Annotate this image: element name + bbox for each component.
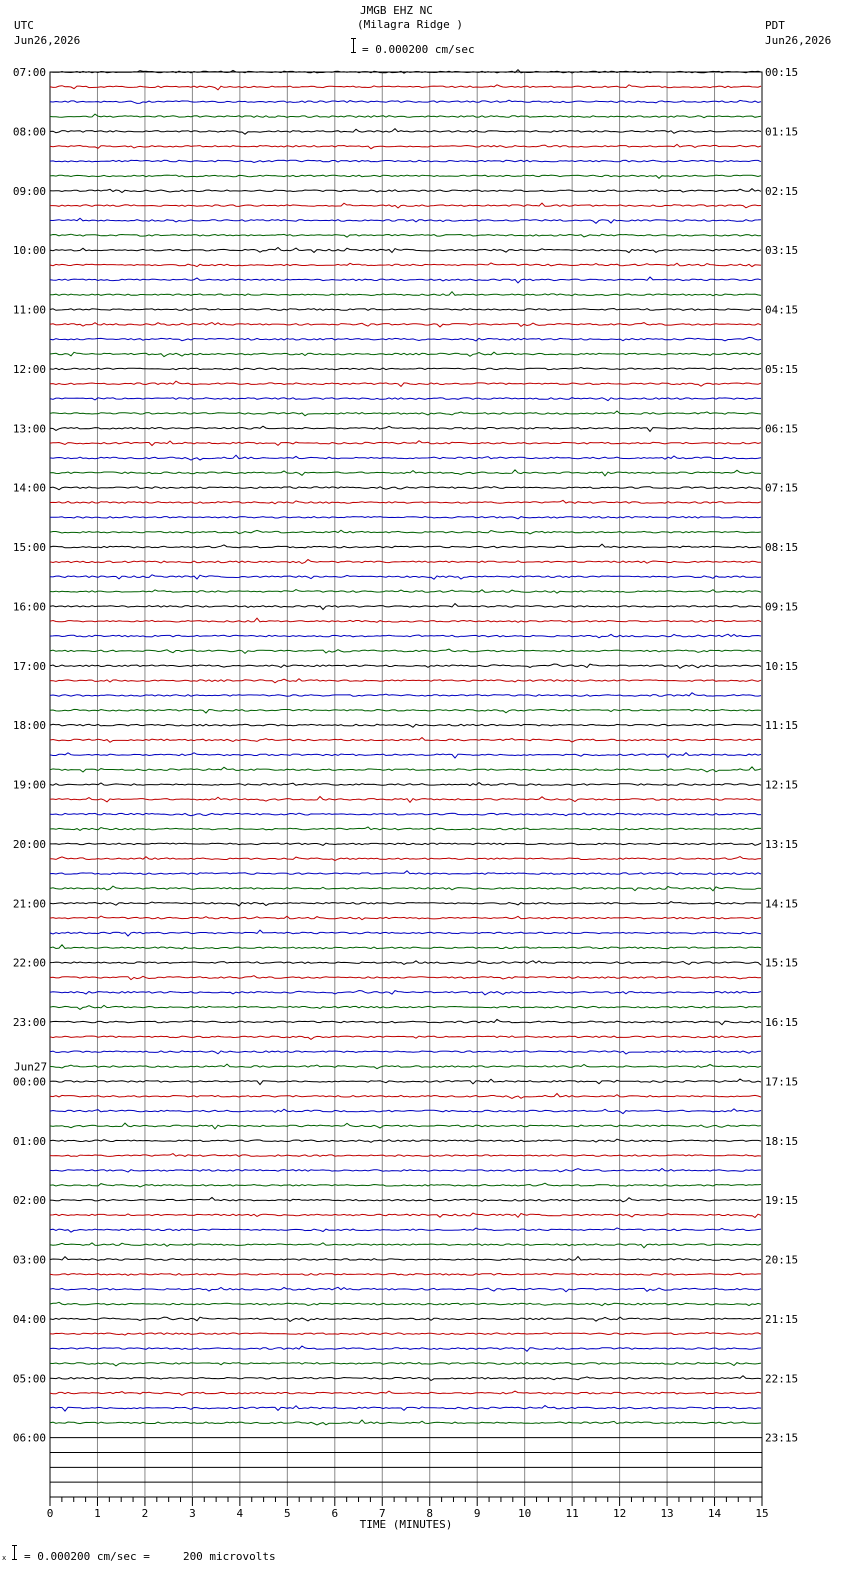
trace-line (50, 649, 761, 653)
trace-line (50, 544, 761, 548)
trace-line (50, 886, 761, 891)
trace-line (50, 871, 761, 875)
trace-line (50, 1332, 761, 1335)
trace-line (50, 1243, 761, 1248)
pdt-hour-label: 05:15 (765, 362, 799, 376)
pdt-hour-label: 17:15 (765, 1075, 799, 1089)
trace-line (50, 1228, 761, 1232)
trace-line (50, 500, 761, 503)
trace-line (50, 1287, 761, 1291)
trace-line (50, 1005, 761, 1009)
station-location: (Milagra Ridge ) (357, 18, 463, 31)
trace-line (50, 1064, 761, 1069)
utc-hour-label: 19:00 (12, 778, 46, 792)
trace-line (50, 218, 761, 223)
x-tick-label: 1 (94, 1507, 101, 1520)
pdt-hour-label: 08:15 (765, 541, 799, 554)
x-axis-label: TIME (MINUTES) (359, 1518, 453, 1531)
trace-line (50, 693, 761, 696)
x-tick-label: 15 (755, 1507, 769, 1520)
utc-hour-label: 08:00 (12, 125, 46, 139)
x-tick-label: 2 (141, 1507, 149, 1520)
trace-line (50, 709, 761, 713)
station-title: JMGB EHZ NC (360, 4, 433, 17)
utc-hour-label: 11:00 (12, 303, 46, 317)
pdt-hour-label: 11:15 (765, 719, 799, 733)
trace-line (50, 664, 761, 668)
left-date: Jun26,2026 (14, 34, 81, 47)
trace-line (50, 292, 761, 296)
trace-line (50, 843, 761, 845)
trace-line (50, 337, 761, 341)
trace-line (50, 827, 761, 830)
trace-line (50, 1420, 761, 1425)
trace-line (50, 1109, 761, 1114)
pdt-hour-label: 20:15 (765, 1253, 799, 1267)
trace-line (50, 634, 761, 638)
trace-line (50, 560, 761, 564)
trace-line (50, 1376, 761, 1381)
trace-line (50, 1391, 761, 1395)
pdt-hour-label: 01:15 (765, 125, 799, 139)
pdt-hour-label: 00:15 (765, 66, 799, 79)
right-date: Jun26,2026 (765, 34, 832, 47)
trace-line (50, 767, 761, 772)
pdt-hour-label: 22:15 (765, 1372, 799, 1386)
footer-scale-icon: x (2, 1545, 20, 1561)
trace-line (50, 70, 761, 74)
trace-line (50, 783, 761, 786)
trace-line (50, 1406, 761, 1412)
pdt-hour-label: 23:15 (765, 1431, 799, 1445)
trace-line (50, 203, 761, 208)
utc-hour-label: 13:00 (12, 422, 46, 436)
trace-line (50, 590, 761, 594)
trace-line (50, 455, 761, 460)
trace-line (50, 487, 761, 490)
trace-line (50, 1079, 761, 1085)
pdt-hour-label: 06:15 (765, 422, 799, 436)
x-tick-label: 4 (236, 1507, 244, 1520)
trace-line (50, 1346, 761, 1351)
utc-hour-label: 01:00 (12, 1134, 46, 1148)
trace-line (50, 129, 761, 135)
trace-line (50, 1139, 761, 1142)
trace-line (50, 738, 761, 743)
trace-line (50, 1094, 761, 1099)
pdt-hour-label: 14:15 (765, 897, 799, 911)
x-tick-label: 9 (473, 1507, 481, 1520)
utc-hour-label: 02:00 (12, 1194, 46, 1208)
trace-line (50, 976, 761, 980)
pdt-hour-label: 07:15 (765, 481, 799, 495)
trace-line (50, 248, 761, 253)
trace-line (50, 1273, 761, 1275)
utc-hour-label: 20:00 (12, 837, 46, 851)
trace-line (50, 1169, 761, 1173)
left-timezone: UTC (14, 19, 34, 32)
trace-line (50, 857, 761, 861)
trace-line (50, 100, 761, 103)
trace-line (50, 991, 761, 995)
date-change-label: Jun27 (14, 1060, 48, 1074)
utc-hour-label: 05:00 (12, 1372, 46, 1386)
x-tick-label: 7 (378, 1507, 386, 1520)
trace-line (50, 381, 761, 386)
footer-scale-note: = 0.000200 cm/sec = 200 microvolts (24, 1550, 276, 1563)
trace-line (50, 679, 761, 683)
trace-line (50, 1213, 761, 1217)
pdt-hour-label: 04:15 (765, 303, 799, 317)
utc-hour-label: 23:00 (12, 1016, 46, 1029)
utc-hour-label: 03:00 (12, 1253, 46, 1267)
pdt-hour-label: 16:15 (765, 1016, 799, 1029)
pdt-hour-label: 09:15 (765, 600, 799, 614)
trace-line (50, 1019, 761, 1024)
trace-line (50, 902, 761, 906)
x-tick-label: 11 (565, 1507, 579, 1520)
pdt-hour-label: 10:15 (765, 659, 799, 673)
utc-hour-label: 18:00 (12, 719, 46, 733)
pdt-hour-label: 18:15 (765, 1134, 799, 1148)
trace-line (50, 945, 761, 949)
trace-line (50, 323, 761, 327)
trace-line (50, 85, 761, 90)
pdt-hour-label: 13:15 (765, 837, 799, 851)
x-tick-label: 14 (707, 1507, 722, 1520)
trace-line (50, 368, 761, 370)
trace-line (50, 263, 761, 267)
trace-line (50, 930, 761, 936)
pdt-hour-label: 03:15 (765, 244, 799, 258)
trace-line (50, 1197, 761, 1201)
trace-line (50, 618, 761, 622)
pdt-hour-label: 15:15 (765, 956, 799, 970)
x-tick-label: 3 (189, 1507, 196, 1520)
utc-hour-label: 06:00 (12, 1431, 46, 1445)
x-tick-label: 13 (660, 1507, 674, 1520)
trace-line (50, 753, 761, 758)
trace-line (50, 411, 761, 416)
right-timezone: PDT (765, 19, 785, 32)
trace-line (50, 916, 761, 920)
trace-line (50, 160, 761, 162)
trace-line (50, 797, 761, 803)
utc-hour-label: 10:00 (12, 244, 46, 258)
pdt-hour-label: 21:15 (765, 1312, 799, 1326)
trace-line (50, 114, 761, 118)
trace-line (50, 604, 761, 610)
trace-line (50, 1183, 761, 1187)
x-tick-label: 10 (518, 1507, 532, 1520)
utc-hour-label: 09:00 (12, 184, 46, 198)
x-tick-label: 5 (284, 1507, 291, 1520)
trace-line (50, 813, 761, 816)
utc-hour-label: 12:00 (12, 362, 46, 376)
trace-line (50, 277, 761, 283)
trace-line (50, 724, 761, 727)
trace-line (50, 175, 761, 178)
trace-line (50, 1051, 761, 1054)
utc-hour-label: 14:00 (12, 481, 46, 495)
trace-line (50, 144, 761, 148)
utc-hour-label: 22:00 (12, 956, 46, 970)
pdt-hour-label: 12:15 (765, 778, 799, 792)
x-tick-label: 6 (331, 1507, 339, 1520)
utc-hour-label: 07:00 (12, 66, 46, 79)
x-tick-label: 0 (46, 1507, 54, 1520)
utc-hour-label: 00:00 (12, 1075, 46, 1089)
pdt-hour-label: 19:15 (765, 1194, 799, 1208)
trace-line (50, 1317, 761, 1321)
trace-line (50, 1154, 761, 1157)
utc-hour-label: 16:00 (12, 600, 46, 614)
trace-line (50, 309, 761, 311)
x-tick-label: 8 (426, 1507, 434, 1520)
trace-line (50, 426, 761, 431)
trace-line (50, 352, 761, 356)
trace-line (50, 470, 761, 476)
pdt-hour-label: 02:15 (765, 184, 799, 198)
trace-line (50, 234, 761, 237)
trace-line (50, 961, 761, 965)
trace-line (50, 1036, 761, 1040)
trace-line (50, 1257, 761, 1261)
utc-hour-label: 04:00 (12, 1312, 46, 1326)
trace-line (50, 189, 761, 193)
trace-line (50, 1123, 761, 1129)
utc-hour-label: 21:00 (12, 897, 46, 911)
trace-line (50, 530, 761, 534)
trace-line (50, 441, 761, 446)
trace-line (50, 1363, 761, 1366)
x-tick-label: 12 (612, 1507, 627, 1520)
trace-line (50, 1302, 761, 1305)
utc-hour-label: 17:00 (12, 659, 46, 673)
trace-line (50, 517, 761, 519)
scale-text: = 0.000200 cm/sec (362, 43, 475, 56)
utc-hour-label: 15:00 (12, 541, 46, 554)
trace-line (50, 575, 761, 579)
trace-line (50, 398, 761, 401)
